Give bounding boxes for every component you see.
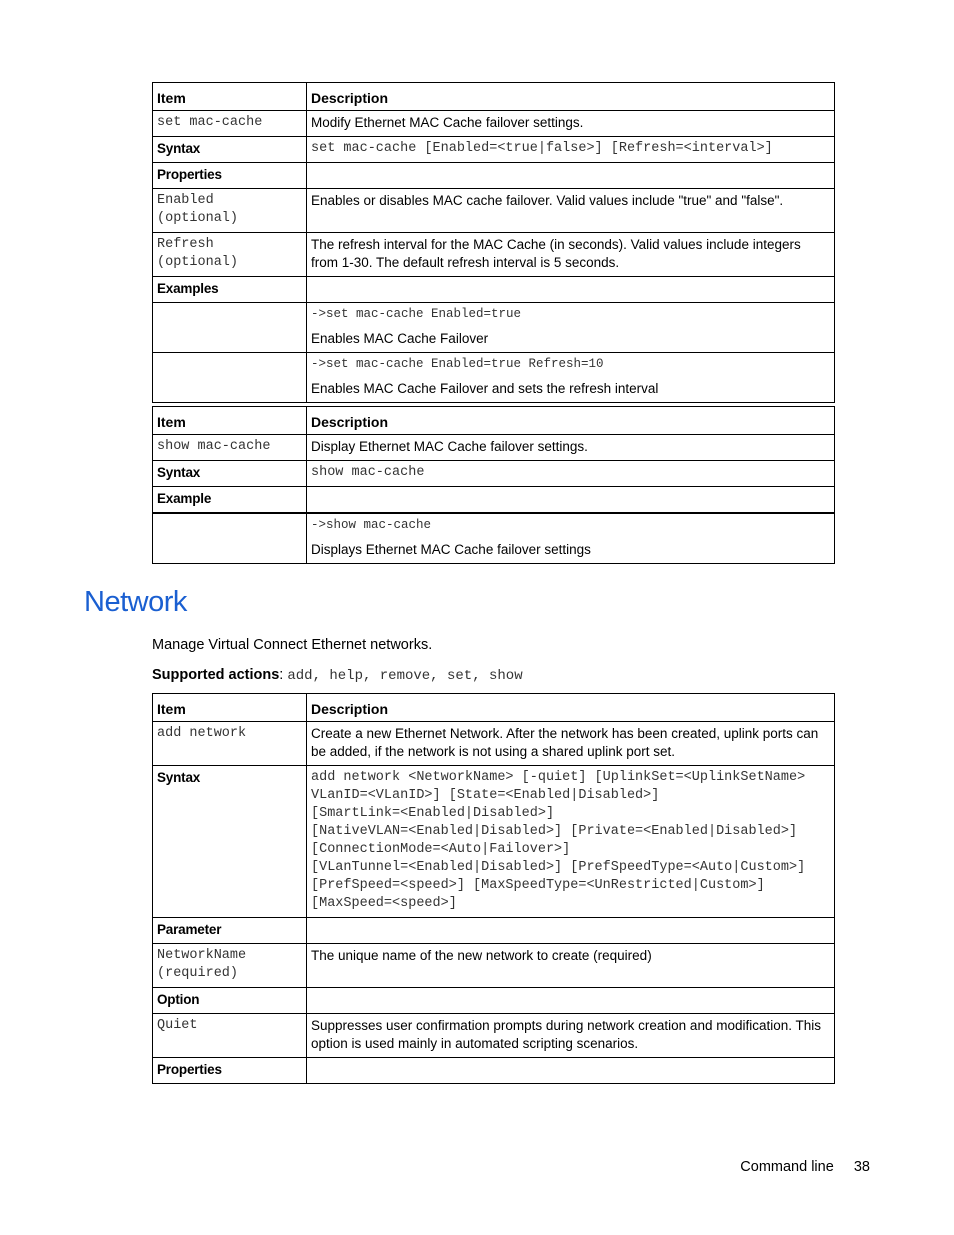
option-name: Quiet xyxy=(153,1014,307,1058)
parameter-name: NetworkName (required) xyxy=(153,944,307,988)
header-item: Item xyxy=(153,407,307,435)
supported-actions-value: add, help, remove, set, show xyxy=(287,668,523,684)
properties-label: Properties xyxy=(153,163,307,189)
property-description: The refresh interval for the MAC Cache (in seconds). Valid values include integers from 1-30. The default refresh interval is 5 seconds. xyxy=(307,233,835,277)
empty-cell xyxy=(307,163,835,189)
example-text: Displays Ethernet MAC Cache failover settings xyxy=(311,542,591,557)
page-number: 38 xyxy=(853,1159,870,1175)
empty-cell xyxy=(307,487,835,514)
empty-cell xyxy=(307,277,835,303)
supported-actions xyxy=(152,667,523,684)
header-item: Item xyxy=(153,83,307,111)
section-title: Network xyxy=(84,586,187,618)
parameter-description: The unique name of the new network to create (required) xyxy=(307,944,835,988)
table-header-row xyxy=(153,83,835,111)
example-code: ->show mac-cache xyxy=(311,518,432,532)
empty-cell xyxy=(307,988,835,1014)
example-code: ->set mac-cache Enabled=true Refresh=10 xyxy=(311,357,604,371)
syntax-value: show mac-cache xyxy=(307,461,835,487)
set-mac-cache-table xyxy=(152,82,835,403)
example-text: Enables MAC Cache Failover xyxy=(311,331,489,346)
syntax-label: Syntax xyxy=(153,137,307,163)
table-header-row xyxy=(153,694,835,722)
command-description: Modify Ethernet MAC Cache failover settings. xyxy=(307,111,835,137)
example-cell xyxy=(307,513,835,564)
table-row xyxy=(153,988,835,1014)
header-description: Description xyxy=(307,407,835,435)
syntax-label: Syntax xyxy=(153,766,307,918)
example-label: Example xyxy=(153,487,307,514)
table-row xyxy=(153,435,835,461)
empty-cell xyxy=(153,513,307,564)
table-row xyxy=(153,944,835,988)
section-intro: Manage Virtual Connect Ethernet networks. xyxy=(152,637,433,653)
table-row xyxy=(153,353,835,403)
table-row xyxy=(153,1058,835,1084)
properties-label: Properties xyxy=(153,1058,307,1084)
empty-cell xyxy=(307,1058,835,1084)
table-row xyxy=(153,766,835,918)
table-row xyxy=(153,918,835,944)
table-row xyxy=(153,233,835,277)
table-row xyxy=(153,137,835,163)
page-footer xyxy=(740,1159,870,1175)
command-description: Display Ethernet MAC Cache failover settings. xyxy=(307,435,835,461)
property-name: Enabled (optional) xyxy=(153,189,307,233)
empty-cell xyxy=(153,353,307,403)
property-name: Refresh (optional) xyxy=(153,233,307,277)
footer-section: Command line xyxy=(740,1159,834,1175)
option-description: Suppresses user confirmation prompts during network creation and modification. This option is used mainly in automated scripting scenarios. xyxy=(307,1014,835,1058)
table-row xyxy=(153,513,835,564)
option-label: Option xyxy=(153,988,307,1014)
example-cell xyxy=(307,303,835,353)
property-description: Enables or disables MAC cache failover. Valid values include "true" and "false". xyxy=(307,189,835,233)
parameter-label: Parameter xyxy=(153,918,307,944)
table-row xyxy=(153,461,835,487)
show-mac-cache-table xyxy=(152,406,835,564)
table-header-row xyxy=(153,407,835,435)
syntax-value: add network <NetworkName> [-quiet] [UplinkSet=<UplinkSetName> VLanID=<VLanID>] [State=<Enabled|Disabled>] [SmartLink=<Enabled|Disabled>] [NativeVLAN=<Enabled|Disabled>] [Private=<Enabled|Disabled>] [ConnectionMode=<Auto|Failover>] [VLanTunnel=<Enabled|Disabled>] [PrefSpeedType=<Auto|Custom>] [PrefSpeed=<speed>] [MaxSpeedType=<UnRestricted|Custom>] [MaxSpeed=<speed>] xyxy=(307,766,835,918)
table-row xyxy=(153,163,835,189)
table-row xyxy=(153,487,835,514)
supported-actions-separator: : xyxy=(279,667,284,683)
example-cell xyxy=(307,353,835,403)
table-row xyxy=(153,303,835,353)
table-row xyxy=(153,111,835,137)
syntax-label: Syntax xyxy=(153,461,307,487)
example-text: Enables MAC Cache Failover and sets the refresh interval xyxy=(311,381,659,396)
examples-label: Examples xyxy=(153,277,307,303)
command-description: Create a new Ethernet Network. After the network has been created, uplink ports can be added, if the network is not using a shared uplink port set. xyxy=(307,722,835,766)
empty-cell xyxy=(307,918,835,944)
add-network-table xyxy=(152,693,835,1084)
example-code: ->set mac-cache Enabled=true xyxy=(311,307,522,321)
table-row xyxy=(153,189,835,233)
supported-actions-label: Supported actions xyxy=(152,667,280,683)
table-row xyxy=(153,277,835,303)
command-item: set mac-cache xyxy=(153,111,307,137)
command-item: add network xyxy=(153,722,307,766)
header-description: Description xyxy=(307,83,835,111)
header-item: Item xyxy=(153,694,307,722)
header-description: Description xyxy=(307,694,835,722)
syntax-value: set mac-cache [Enabled=<true|false>] [Refresh=<interval>] xyxy=(307,137,835,163)
table-row xyxy=(153,1014,835,1058)
command-item: show mac-cache xyxy=(153,435,307,461)
empty-cell xyxy=(153,303,307,353)
table-row xyxy=(153,722,835,766)
